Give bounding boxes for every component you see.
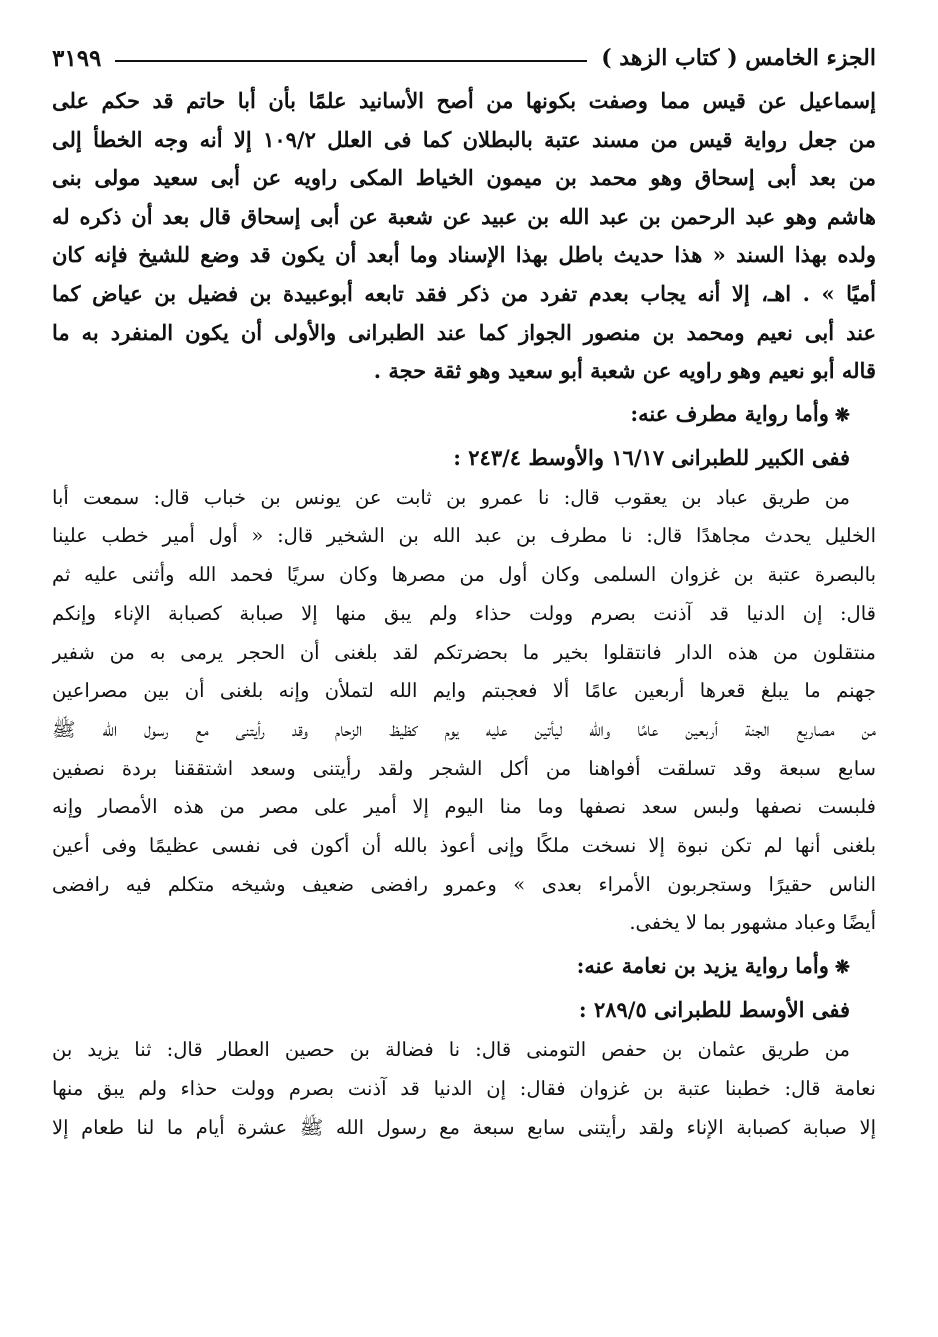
quoted-hadith-2 <box>52 1031 876 1147</box>
text-line: عند أبى نعيم ومحمد بن منصور الجواز كما عند الطبرانى والأولى أن يكون المنفرد به ما <box>52 319 876 345</box>
text-line: قاله أبو نعيم وهو راويه عن شعبة أبو سعيد وهو ثقة حجة . <box>373 358 876 384</box>
header-title: الجزء الخامس ( كتاب الزهد ) <box>601 45 876 71</box>
section-heading-mutarrif <box>52 393 876 437</box>
quote-line: من مصاريع الجنة أربعين عامًا والله ليأتين عليه يوم كظيظ الزحام وقد رأيتنى مع رسول الله ﷺ <box>52 717 876 741</box>
quote-line: فلبست نصفها ولبس سعد نصفها وما منا اليوم إلا أمير على مصر من هذه الأمصار وإنه <box>52 795 876 819</box>
text-line: أميًا » . اهـ، إلا أنه يجاب بعدم تفرد من ذكر فقد تابعه أبوعبيدة بن فضيل بن عياض كما <box>52 280 876 306</box>
text-line: من جعل رواية قيس من مسند عتبة بالبطلان كما فى العلل ١٠٩/٢ إلا أنه وجه الخطأ إلى <box>52 126 876 152</box>
running-header <box>52 38 876 78</box>
quote-line: قال: إن الدنيا قد آذنت بصرم وولت حذاء ولم يبق منها إلا صبابة كصبابة الإناء وإنكم <box>52 601 876 625</box>
source-citation: ففى الأوسط للطبرانى ٢٨٩/٥ : <box>578 997 850 1023</box>
page-number: ٣١٩٩ <box>52 44 102 72</box>
quote-line: بلغنى أنها لم تكن نبوة إلا نسخت ملكًا وإنى أعوذ بالله أن أكون فى نفسى عظيمًا وفى أعين <box>52 834 876 858</box>
paragraph-1 <box>52 82 876 391</box>
source-citation: ففى الكبير للطبرانى ١٦/١٧ والأوسط ٢٤٣/٤ : <box>453 444 850 470</box>
quote-line: بالبصرة عتبة بن غزوان السلمى وكان أول من مصرها وكان سريًا فحمد الله وأثنى عليه ثم <box>52 563 876 587</box>
text-line: من بعد أبى إسحاق وهو محمد بن ميمون الخياط المكى راويه عن أبى سعيد مولى بنى <box>52 165 876 191</box>
header-rule <box>115 60 587 62</box>
text-line: إسماعيل عن قيس مما وصفت بكونها من أصح الأسانيد علمًا بأن أبا حاتم قد حكم على <box>52 88 876 113</box>
asterism-icon: ❋ <box>834 404 850 426</box>
text-line: هاشم وهو عبد الرحمن بن عبد الله بن عبيد عن شعبة عن أبى إسحاق قال بعد أن ذكره له <box>52 203 876 229</box>
quote-line: الخليل يحدث مجاهدًا قال: نا مطرف بن عبد الله بن الشخير قال: « أول أمير خطب علينا <box>52 524 876 548</box>
quote-line: من طريق عباد بن يعقوب قال: نا عمرو بن ثابت عن يونس بن خباب قال: سمعت أبا <box>52 485 850 509</box>
quote-line: جهنم ما يبلغ قعرها أربعين عامًا ألا فعجبتم وايم الله لتملأن وإنه بلغنى أن بين مصراعين <box>52 679 876 703</box>
quoted-hadith-1 <box>52 479 876 943</box>
quote-line: الناس حقيرًا وستجربون الأمراء بعدى » وعمرو رافضى ضعيف وشيخه متكلم فيه رافضى <box>52 872 876 896</box>
quote-line: نعامة قال: خطبنا عتبة بن غزوان فقال: إن الدنيا قد آذنت بصرم وولت حذاء ولم يبق منها <box>52 1076 876 1100</box>
quote-line: منتقلون من هذه الدار فانتقلوا بخير ما بحضرتكم لقد بلغنى أن الحجر يرمى به من شفير <box>52 640 876 664</box>
section-heading-text: وأما رواية مطرف عنه: <box>630 400 829 426</box>
text-line: ولده بهذا السند « هذا حديث باطل بهذا الإسناد وما أبعد أن يكون قد وضع للشيخ فإنه كان <box>52 242 876 268</box>
asterism-icon: ❋ <box>834 957 850 979</box>
quote-line: سابع سبعة وقد تسلقت أفواهنا من أكل الشجر ولقد رأيتنى وسعد اشتققنا بردة نصفين <box>52 756 876 780</box>
section-heading-yazid <box>52 945 876 989</box>
quote-line: من طريق عثمان بن حفص التومنى قال: نا فضالة بن حصين العطار قال: ثنا يزيد بن <box>52 1038 850 1062</box>
quote-line: إلا صبابة كصبابة الإناء ولقد رأيتنى سابع سبعة مع رسول الله ﷺ عشرة أيام ما لنا طعام إلا <box>52 1115 876 1139</box>
quote-line: أيضًا وعباد مشهور بما لا يخفى. <box>629 911 876 935</box>
section-heading-text: وأما رواية يزيد بن نعامة عنه: <box>576 953 829 979</box>
